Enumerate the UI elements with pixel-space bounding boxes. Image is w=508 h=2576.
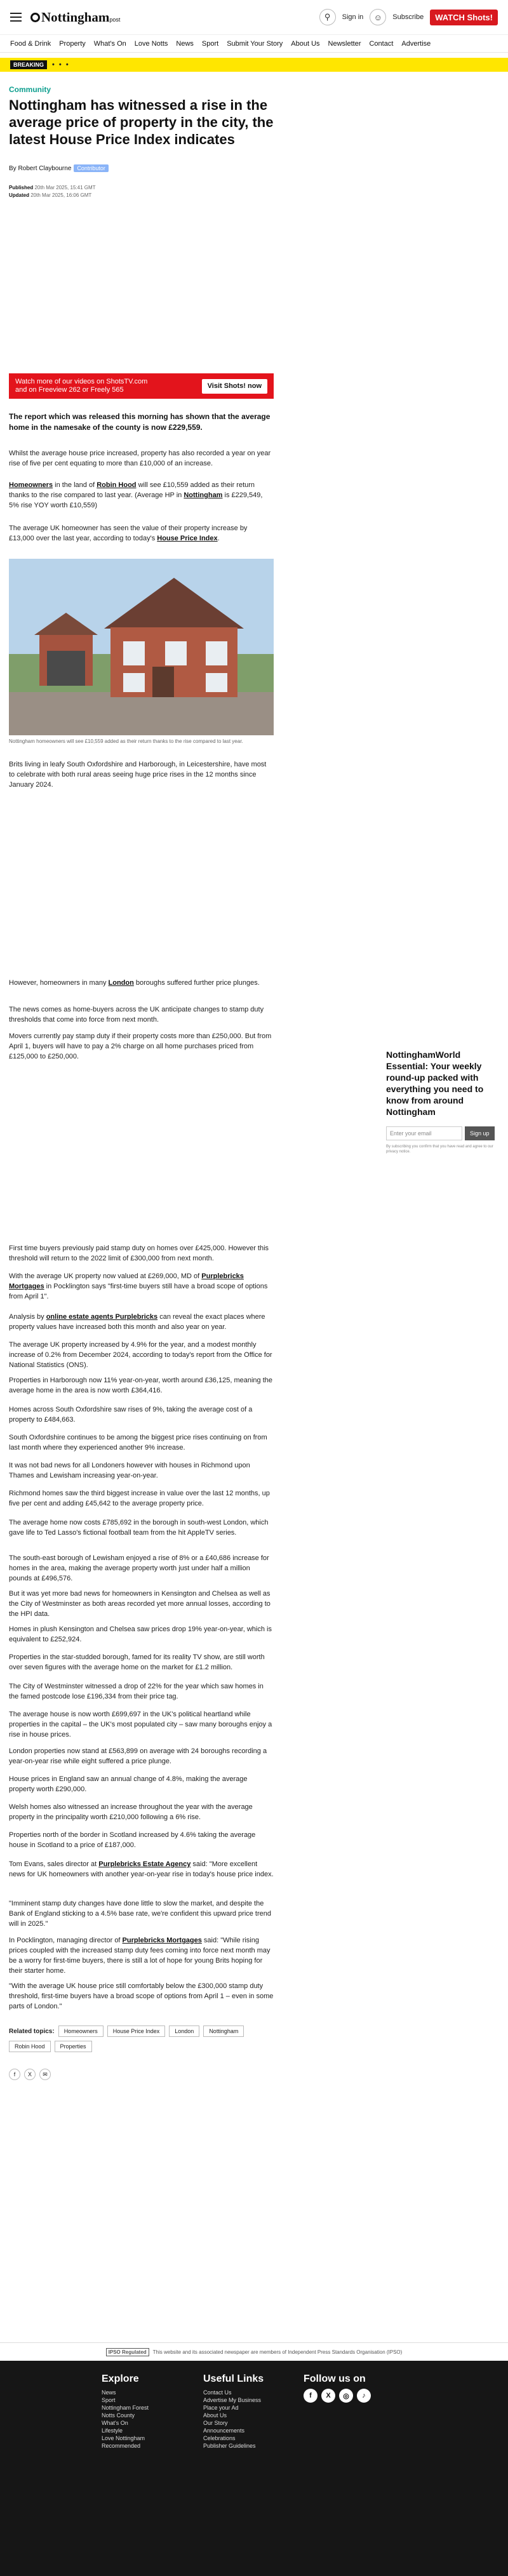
footer-link[interactable]: Publisher Guidelines bbox=[203, 2443, 256, 2449]
nav-item[interactable]: Contact bbox=[369, 39, 394, 48]
footer-link[interactable]: Recommended bbox=[102, 2443, 141, 2449]
footer-link[interactable]: News bbox=[102, 2389, 116, 2396]
house-price-index-link[interactable]: House Price Index bbox=[157, 535, 218, 542]
tiktok-icon[interactable]: ♪ bbox=[357, 2389, 371, 2403]
nav-item[interactable]: Newsletter bbox=[328, 39, 361, 48]
sign-up-button[interactable]: Sign up bbox=[465, 1126, 495, 1140]
search-icon[interactable]: ⚲ bbox=[319, 9, 336, 25]
paragraph: Homes across South Oxfordshire saw rises of 9%, taking the average cost of a property to £484,663. bbox=[9, 1406, 253, 1424]
site-logo[interactable]: Nottinghampost bbox=[30, 10, 120, 25]
house-photo-illustration bbox=[9, 559, 274, 735]
paragraph: Movers currently pay stamp duty if their property costs more than £250,000. But from April 1, buyers will have to pay a 2% charge on all home purchases priced from £125,000 to £250,000. bbox=[9, 1032, 272, 1060]
explore-list bbox=[102, 2389, 149, 2450]
photo-caption: Nottingham homeowners will see £10,559 added as their return thanks to the rise compared to last year. bbox=[9, 738, 243, 744]
paragraph: Properties north of the border in Scotland increased by 4.6% taking the average house in Scotland to a price of £187,000. bbox=[9, 1831, 256, 1849]
follow-title: Follow us on bbox=[304, 2373, 366, 2384]
footer-link[interactable]: Love Nottingham bbox=[102, 2435, 145, 2441]
topic-tag[interactable]: Robin Hood bbox=[9, 2041, 51, 2052]
social-links bbox=[304, 2389, 371, 2403]
paragraph: The average UK property increased by 4.9% for the year, and a modest monthly increase of 0.2% from December 2024, according to today's report from the Office for National Statistics (ONS). bbox=[9, 1341, 272, 1369]
topic-tag[interactable]: House Price Index bbox=[107, 2025, 166, 2037]
section-label[interactable]: Community bbox=[9, 85, 51, 94]
footer-link[interactable]: Advertise My Business bbox=[203, 2397, 262, 2403]
author-badge: Contributor bbox=[74, 164, 109, 172]
visit-shots-button[interactable]: Visit Shots! now bbox=[202, 379, 267, 394]
x-icon[interactable]: X bbox=[24, 2069, 36, 2080]
related-topics bbox=[9, 2025, 276, 2052]
useful-links-title: Useful Links bbox=[203, 2373, 264, 2384]
paragraph: The City of Westminster witnessed a drop of 22% for the year which saw homes in the famed postcode lose £196,334 from their price tag. bbox=[9, 1683, 264, 1700]
footer-link[interactable]: Lifestyle bbox=[102, 2427, 123, 2434]
newsletter-title: NottinghamWorld Essential: Your weekly round-up packed with everything you need to know from around Nottingham bbox=[386, 1050, 484, 1117]
paragraph: It was not bad news for all Londoners however with houses in Richmond upon Thames and Lewisham increasing year-on-year. bbox=[9, 1462, 250, 1479]
paragraph: First time buyers previously paid stamp duty on homes over £425,000. However this threshold will return to the 2022 limit of £300,000 from next month. bbox=[9, 1245, 269, 1262]
footer-link[interactable]: Nottingham Forest bbox=[102, 2405, 149, 2411]
sign-in-link[interactable]: Sign in bbox=[342, 13, 364, 21]
paragraph: With the average UK property now valued at £269,000, MD of Purplebricks Mortgages in Pocklington says "first-time buyers still have a broad scope of options from April 1". bbox=[9, 1272, 268, 1300]
paragraph: Whilst the average house price increased, property has also recorded a year on year rise of five per cent equating to more than £10,000 of an increase. bbox=[9, 450, 271, 467]
nav-item[interactable]: Food & Drink bbox=[10, 39, 51, 48]
user-icon[interactable]: ☺ bbox=[370, 9, 386, 25]
paragraph: The news comes as home-buyers across the UK anticipate changes to stamp duty thresholds that come into force from next month. bbox=[9, 1006, 264, 1024]
paragraph: "With the average UK house price still comfortably below the £300,000 stamp duty threshold, first-time buyers have a broad scope of options from April 1 – even in some parts of London." bbox=[9, 1982, 274, 2010]
page-title: Nottingham has witnessed a rise in the average price of property in the city, the latest House Price Index indicates bbox=[9, 97, 274, 147]
paragraph: The average house is now worth £699,697 in the UK's political heartland while properties in the capital – the UK's most populated city – saw many boroughs enjoy a rise in house prices. bbox=[9, 1711, 272, 1738]
share-bar bbox=[9, 2069, 51, 2080]
paragraph: "Imminent stamp duty changes have done little to slow the market, and despite the Bank of England sticking to a 4.5% base rate, we're confident this upward price trend will in 2025." bbox=[9, 1900, 272, 1928]
paragraph: Homeowners in the land of Robin Hood will see £10,559 added as their return thanks to the rise compared to last year. (Average HP in Nottingham is £229,549, 5% rise YOY worth £10,559) bbox=[9, 481, 263, 509]
footer-link[interactable]: Notts County bbox=[102, 2412, 135, 2419]
homeowners-link[interactable]: Homeowners bbox=[9, 481, 53, 489]
article-photo[interactable] bbox=[9, 559, 274, 735]
robin-hood-link[interactable]: Robin Hood bbox=[97, 481, 137, 489]
footer-link[interactable]: Our Story bbox=[203, 2420, 228, 2426]
ipso-text: This website and its associated newspaper are members of Independent Press Standards Organisation (IPSO) bbox=[152, 2349, 403, 2355]
useful-links-list bbox=[203, 2389, 261, 2450]
related-label: Related topics: bbox=[9, 2027, 55, 2035]
nav-item[interactable]: About Us bbox=[291, 39, 320, 48]
paragraph: Tom Evans, sales director at Purplebricks Estate Agency said: "More excellent news for UK homeowners with another year-on-year rise in today's house price index. bbox=[9, 1860, 274, 1878]
purplebricks-link[interactable]: online estate agents Purplebricks bbox=[46, 1313, 158, 1321]
site-header bbox=[0, 0, 508, 35]
paragraph: Properties in Harborough now 11% year-on-year, worth around £36,125, meaning the average home in the area is now worth £364,416. bbox=[9, 1377, 272, 1394]
footer-link[interactable]: Place your Ad bbox=[203, 2405, 239, 2411]
shots-tv-banner[interactable]: Watch more of our videos on ShotsTV.com and on Freeview 262 or Freely 565 Visit Shots! now bbox=[9, 373, 274, 399]
ipso-logo[interactable]: IPSO Regulated bbox=[106, 2348, 149, 2356]
nav-item[interactable]: What's On bbox=[93, 39, 126, 48]
instagram-icon[interactable]: ◎ bbox=[339, 2389, 353, 2403]
purplebricks-mortgages-link[interactable]: Purplebricks Mortgages bbox=[122, 1937, 202, 1944]
breaking-tag: BREAKING bbox=[10, 60, 47, 69]
footer-link[interactable]: About Us bbox=[203, 2412, 227, 2419]
newsletter-signup bbox=[386, 1049, 500, 1154]
paragraph: House prices in England saw an annual change of 4.8%, making the average property worth £290,000. bbox=[9, 1775, 248, 1793]
paragraph: The average home now costs £785,692 in the borough in south-west London, which gave life to Ted Lasso's fictional football team from the hit AppleTV series. bbox=[9, 1519, 269, 1537]
email-icon[interactable]: ✉ bbox=[39, 2069, 51, 2080]
nav-item[interactable]: Love Notts bbox=[134, 39, 168, 48]
paragraph: However, homeowners in many London boroughs suffered further price plunges. bbox=[9, 979, 260, 987]
subscribe-link[interactable]: Subscribe bbox=[392, 13, 424, 21]
footer-link[interactable]: Announcements bbox=[203, 2427, 245, 2434]
paragraph: Welsh homes also witnessed an increase throughout the year with the average property in the principality worth £210,000 following a 6% rise. bbox=[9, 1803, 253, 1821]
breaking-bar bbox=[0, 58, 508, 72]
paragraph: In Pocklington, managing director of Purplebricks Mortgages said: "While rising prices coupled with the increased stamp duty fees coming into force next month may be a worry for first-time buyers, there is still a lot of hope for young Brits hoping for their starter home. bbox=[9, 1937, 271, 1975]
paragraph: London properties now stand at £563,899 on average with 24 boroughs recording a year-on-year rise while eight suffered a price plunge. bbox=[9, 1747, 267, 1765]
publish-dates: Published 20th Mar 2025, 15:41 GMT Updated 20th Mar 2025, 16:06 GMT bbox=[9, 185, 96, 198]
footer-link[interactable]: Contact Us bbox=[203, 2389, 232, 2396]
nav-item[interactable]: Advertise bbox=[401, 39, 431, 48]
main-nav bbox=[0, 35, 508, 53]
breaking-dots[interactable]: • • • bbox=[52, 61, 70, 69]
paragraph: South Oxfordshire continues to be among the biggest price rises continuing on from last month where they experienced another 9% increase. bbox=[9, 1434, 267, 1452]
paragraph: Richmond homes saw the third biggest increase in value over the last 12 months, up five per cent and adding £45,642 to the average property price. bbox=[9, 1490, 270, 1507]
facebook-icon[interactable]: f bbox=[304, 2389, 318, 2403]
paragraph: But it was yet more bad news for homeowners in Kensington and Chelsea as well as the City of Westminster as both areas recorded yet more annual losses, according to the HPI data. bbox=[9, 1590, 271, 1618]
paragraph: Homes in plush Kensington and Chelsea saw prices drop 19% year-on-year, which is equivalent to £252,924. bbox=[9, 1625, 272, 1643]
footer-link[interactable]: What's On bbox=[102, 2420, 128, 2426]
purplebricks-estate-agency-link[interactable]: Purplebricks Estate Agency bbox=[98, 1860, 191, 1868]
paragraph: Brits living in leafy South Oxfordshire and Harborough, in Leicestershire, have most to celebrate with both rural areas seeing huge price rises in the 12 months since January 2024. bbox=[9, 761, 267, 789]
author-name[interactable]: Robert Claybourne bbox=[18, 165, 72, 172]
explore-title: Explore bbox=[102, 2373, 139, 2384]
topic-tag[interactable]: Nottingham bbox=[203, 2025, 244, 2037]
paragraph: Properties in the star-studded borough, famed for its reality TV show, are still worth over seven figures with the average home on the market for £1.2 million. bbox=[9, 1653, 265, 1671]
site-footer bbox=[0, 2361, 508, 2576]
standfirst: The report which was released this morning has shown that the average home in the namesake of the county is now £229,559. bbox=[9, 412, 271, 432]
nav-item[interactable]: Sport bbox=[201, 39, 219, 48]
nav-item[interactable]: Submit Your Story bbox=[227, 39, 283, 48]
footer-link[interactable]: Sport bbox=[102, 2397, 116, 2403]
menu-icon[interactable] bbox=[10, 13, 22, 22]
paragraph: Analysis by online estate agents Purplebricks can reveal the exact places where property values have increased both this month and also year on year. bbox=[9, 1313, 265, 1331]
nav-item[interactable]: News bbox=[176, 39, 194, 48]
topic-tag[interactable]: Properties bbox=[55, 2041, 92, 2052]
email-field[interactable]: Enter your email bbox=[386, 1126, 462, 1140]
byline: By Robert Claybourne Contributor bbox=[9, 165, 274, 172]
paragraph: The average UK homeowner has seen the value of their property increase by £13,000 over the last year, according to today's House Price Index. bbox=[9, 524, 248, 542]
topic-tag[interactable]: London bbox=[169, 2025, 199, 2037]
ipso-bar bbox=[0, 2342, 508, 2361]
footer-link[interactable]: Celebrations bbox=[203, 2435, 236, 2441]
nav-item[interactable]: Property bbox=[59, 39, 86, 48]
newsletter-legal: By subscribing you confirm that you have read and agree to our privacy notice. bbox=[386, 1145, 493, 1154]
facebook-icon[interactable]: f bbox=[9, 2069, 20, 2080]
paragraph: The south-east borough of Lewisham enjoyed a rise of 8% or a £40,686 increase for homes in the area, making the average property worth just under half a million pounds at £496,576. bbox=[9, 1554, 269, 1582]
purplebricks-mortgages-link[interactable]: Purplebricks Mortgages bbox=[9, 1272, 244, 1290]
nottingham-link[interactable]: Nottingham bbox=[184, 491, 223, 499]
x-icon[interactable]: X bbox=[321, 2389, 335, 2403]
topic-tag[interactable]: Homeowners bbox=[58, 2025, 104, 2037]
watch-shots-button[interactable]: WATCH Shots! bbox=[430, 10, 498, 25]
london-link[interactable]: London bbox=[108, 979, 134, 987]
